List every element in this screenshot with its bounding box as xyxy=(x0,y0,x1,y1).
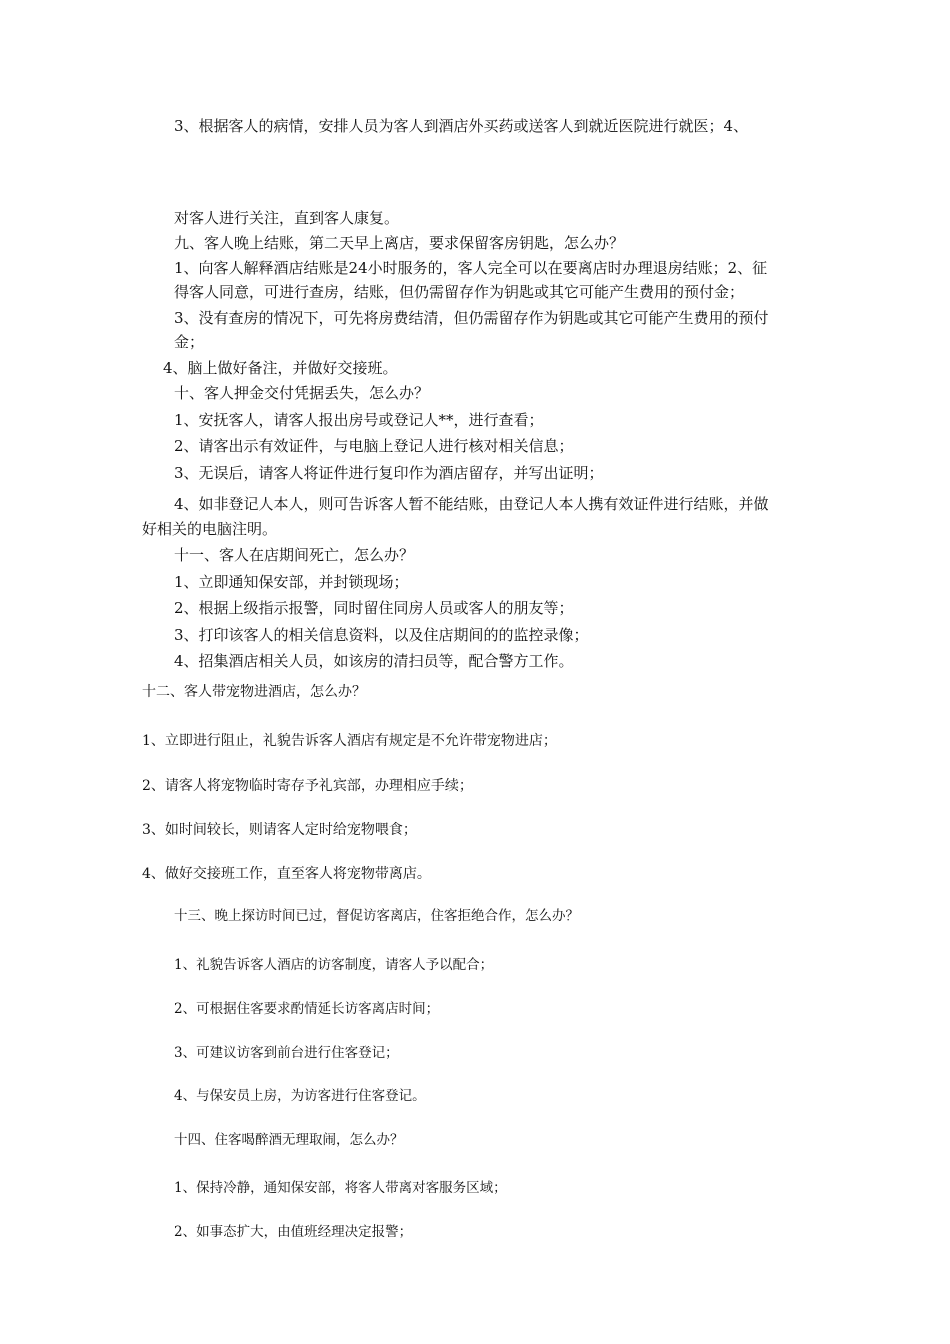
text-line: 3、没有查房的情况下，可先将房费结清，但仍需留存作为钥匙或其它可能产生费用的预付 xyxy=(174,309,769,327)
text-line: 2、请客出示有效证件，与电脑上登记人进行核对相关信息； xyxy=(174,437,574,455)
text-line: 4、脑上做好备注，并做好交接班。 xyxy=(163,359,398,377)
text-line: 3、打印该客人的相关信息资料，以及住店期间的的监控录像； xyxy=(174,626,589,644)
section-heading: 十二、客人带宠物进酒店，怎么办？ xyxy=(142,684,366,700)
section-heading: 十四、住客喝醉酒无理取闹，怎么办？ xyxy=(174,1132,404,1148)
text-line: 1、礼貌告诉客人酒店的访客制度，请客人予以配合； xyxy=(174,957,494,973)
text-line: 4、招集酒店相关人员，如该房的清扫员等，配合警方工作。 xyxy=(174,652,574,670)
text-line: 3、根据客人的病情，安排人员为客人到酒店外买药或送客人到就近医院进行就医；4、 xyxy=(174,117,749,135)
text-line: 好相关的电脑注明。 xyxy=(142,520,278,538)
text-line: 3、无误后，请客人将证件进行复印作为酒店留存，并写出证明； xyxy=(174,464,604,482)
section-heading: 十三、晚上探访时间已过，督促访客离店，住客拒绝合作，怎么办？ xyxy=(174,908,579,924)
text-line: 2、根据上级指示报警，同时留住同房人员或客人的朋友等； xyxy=(174,599,574,617)
section-heading: 十一、客人在店期间死亡，怎么办？ xyxy=(174,546,415,564)
section-heading: 九、客人晚上结账，第二天早上离店，要求保留客房钥匙，怎么办？ xyxy=(174,234,625,252)
text-line: 3、如时间较长，则请客人定时给宠物喂食； xyxy=(142,822,417,838)
text-line: 4、与保安员上房，为访客进行住客登记。 xyxy=(174,1088,426,1104)
text-line: 2、可根据住客要求酌情延长访客离店时间； xyxy=(174,1001,440,1017)
text-line: 1、立即通知保安部，并封锁现场； xyxy=(174,573,409,591)
section-heading: 十、客人押金交付凭据丢失，怎么办？ xyxy=(174,384,430,402)
text-line: 2、如事态扩大，由值班经理决定报警； xyxy=(174,1224,413,1240)
text-line: 1、保持冷静，通知保安部，将客人带离对客服务区域； xyxy=(174,1180,507,1196)
text-line: 得客人同意，可进行查房，结账，但仍需留存作为钥匙或其它可能产生费用的预付金； xyxy=(174,283,745,301)
text-line: 4、做好交接班工作，直至客人将宠物带离店。 xyxy=(142,866,431,882)
text-line: 1、向客人解释酒店结账是24小时服务的，客人完全可以在要离店时办理退房结账；2、征 xyxy=(174,259,768,277)
text-line: 1、立即进行阻止，礼貌告诉客人酒店有规定是不允许带宠物进店； xyxy=(142,733,557,749)
text-line: 4、如非登记人本人，则可告诉客人暂不能结账，由登记人本人携有效证件进行结账，并做 xyxy=(174,495,769,513)
text-line: 2、请客人将宠物临时寄存予礼宾部，办理相应手续； xyxy=(142,778,473,794)
text-line: 3、可建议访客到前台进行住客登记； xyxy=(174,1045,399,1061)
text-line: 1、安抚客人，请客人报出房号或登记人**，进行查看； xyxy=(174,411,544,429)
text-line: 金； xyxy=(174,333,205,351)
text-line: 对客人进行关注，直到客人康复。 xyxy=(174,209,400,227)
